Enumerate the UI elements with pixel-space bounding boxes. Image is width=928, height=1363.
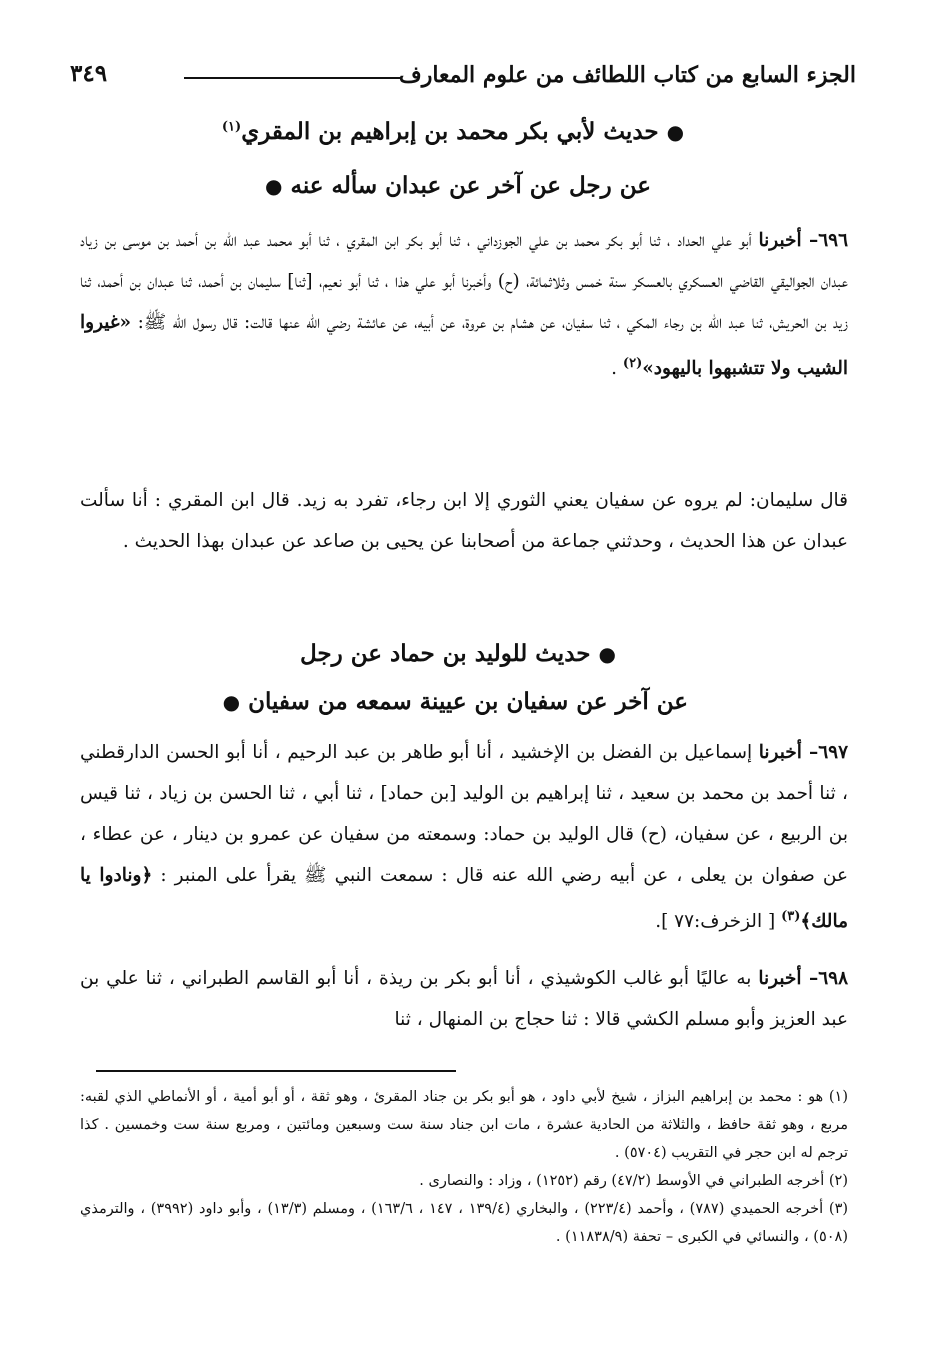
footnote-2: (٢) أخرجه الطبراني في الأوسط (٤٧/٢) رقم (١٢٥٢) ، وزاد : والنصارى . xyxy=(419,1173,848,1189)
page-number: ٣٤٩ xyxy=(70,60,108,87)
hadith-698 xyxy=(80,958,848,1040)
hadith-number: ٦٩٧– أخبرنا xyxy=(758,742,849,763)
hadith-696 xyxy=(80,220,848,389)
footnote-1: (١) هو : محمد بن إبراهيم البزاز ، شيخ لأبي داود ، هو أبو بكر بن جناد المقرئ ، وهو ثقة ، أو أبو أمية ، أو الأنماطي الذي لقبه: مربع ، وهو ثقة حافظ ، والثلاثة من الحادية عشرة ، مات ابن جناد سنة ست وسبعين ومائتين ، ومربع سنة ست وخمسين . كذا ترجم له ابن حجر في التقريب (٥٧٠٤) . xyxy=(80,1089,848,1161)
hadith-quote: «غيروا الشيب ولا تتشبهوا باليهود» xyxy=(80,312,848,380)
section2-title: حديث للوليد بن حماد عن رجل xyxy=(300,640,591,667)
footnotes xyxy=(80,1083,848,1251)
hadith-end: . xyxy=(611,358,623,380)
header-rule xyxy=(184,77,401,79)
footnote-separator xyxy=(96,1070,456,1072)
hadith-number: ٦٩٨– أخبرنا xyxy=(758,968,849,989)
section2-heading-line1 xyxy=(288,640,628,667)
section2-heading-line2 xyxy=(222,688,688,715)
bullet-icon: ● xyxy=(265,174,283,198)
section1-heading-line2 xyxy=(248,172,668,199)
hadith-697 xyxy=(80,732,848,942)
running-header xyxy=(66,58,856,98)
section1-heading-line1 xyxy=(188,118,718,145)
hadith-quote: ﴿ونادوا يا مالك﴾ xyxy=(80,865,848,933)
hadith-number: ٦٩٦– أخبرنا xyxy=(758,230,849,251)
section1-subtitle: عن رجل عن آخر عن عبدان سأله عنه xyxy=(290,172,651,199)
section2-subtitle: عن آخر عن سفيان بن عيينة سمعه من سفيان xyxy=(248,688,688,715)
running-title: الجزء السابع من كتاب اللطائف من علوم المعارف xyxy=(398,62,856,88)
footnote-ref-2: (٢) xyxy=(622,356,643,371)
hadith-end: [ الزخرف:٧٧ ]. xyxy=(655,911,782,933)
footnote-3: (٣) أخرجه الحميدي (٧٨٧) ، وأحمد (٢٢٣/٤) ، والبخاري (١٣٩/٤ ، ١٤٧ ، ١٦٣/٦) ، ومسلم (١٣/٣) ، وأبو داود (٣٩٩٢) ، والترمذي (٥٠٨) ، والنسائي في الكبرى – تحفة (١١٨٣٨/٩) . xyxy=(80,1201,849,1245)
hadith-text: إسماعيل بن الفضل بن الإخشيد ، أنا أبو طاهر بن عبد الرحيم ، أنا أبو الحسن الدارقطني ، ثنا أحمد بن محمد بن سعيد ، ثنا إبراهيم بن الوليد [بن حماد] ، ثنا أبي ، ثنا الحسن بن زياد ، ثنا قيس بن الربيع ، عن سفيان، (ح) قال الوليد بن حماد: وسمعته من سفيان عن عمرو بن دينار ، عن عطاء ، عن صفوان بن يعلى ، عن أبيه رضي الله عنه قال : سمعت النبي ﷺ يقرأ على المنبر : xyxy=(80,742,848,886)
hadith-text: أبو علي الحداد ، ثنا أبو بكر محمد بن علي الجوزداني ، ثنا أبو بكر ابن المقري ، ثنا أبو محمد عبد الله بن أحمد بن موسى بن زياد عبدان الجواليقي القاضي العسكري بالعسكر سنة خمس وثلاثمائة، (ح) وأخبرنا أبو علي هذا ، ثنا أبو نعيم، [ثنا] سليمان بن أحمد، ثنا عبدان بن أحمد، ثنا زيد بن الحريش، ثنا عبد الله بن رجاء المكي ، ثنا سفيان، عن هشام بن عروة، عن أبيه، عن عائشة رضي الله عنها قالت: قال رسول الله ﷺ: xyxy=(80,230,848,333)
bullet-icon: ● xyxy=(222,690,241,714)
comment-696: قال سليمان: لم يروه عن سفيان يعني الثوري إلا ابن رجاء، تفرد به زيد. قال ابن المقري : أنا سألت عبدان عن هذا الحديث ، وحدثني جماعة من أصحابنا عن يحيى بن صاعد عن عبدان بهذا الحديث . xyxy=(80,490,848,552)
section1-title: حديث لأبي بكر محمد بن إبراهيم بن المقري xyxy=(241,118,659,145)
footnote-ref-3: (٣) xyxy=(781,909,801,924)
hadith-text: به عاليًا أبو غالب الكوشيذي ، أنا أبو بكر بن ريذة ، أنا أبو القاسم الطبراني ، ثنا علي بن عبد العزيز وأبو مسلم الكشي قالا : ثنا حجاج بن المنهال ، ثنا xyxy=(80,968,848,1030)
footnote-ref-1: (١) xyxy=(221,119,242,135)
bullet-icon: ● xyxy=(666,120,685,144)
bullet-icon: ● xyxy=(598,642,616,666)
